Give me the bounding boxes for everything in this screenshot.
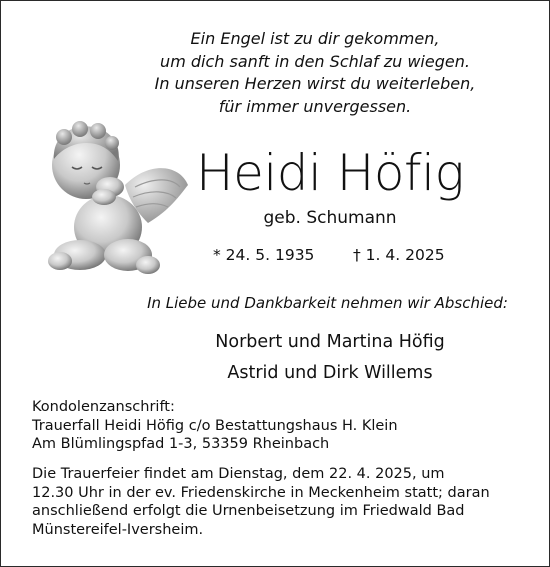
cherub-angel-icon xyxy=(30,115,190,280)
service-line: Münstereifel-Iversheim. xyxy=(32,521,204,538)
service-details xyxy=(32,465,522,539)
deceased-name: Heidi Höfig xyxy=(196,144,464,202)
poem-line: um dich sanft in den Schlaf zu wiegen. xyxy=(160,51,470,71)
mourner-name: Astrid und Dirk Willems xyxy=(227,363,433,383)
farewell-line: In Liebe und Dankbarkeit nehmen wir Abschied: xyxy=(147,294,508,312)
condolence-line: Am Blümlingspfad 1-3, 53359 Rheinbach xyxy=(32,436,330,452)
condolence-address xyxy=(32,398,522,454)
poem-line: Ein Engel ist zu dir gekommen, xyxy=(190,29,440,48)
service-line: 12.30 Uhr in der ev. Friedenskirche in Meckenheim statt; daran xyxy=(32,484,490,501)
poem-line: für immer unvergessen. xyxy=(218,96,412,116)
condolence-line: Trauerfall Heidi Höfig c/o Bestattungshaus H. Klein xyxy=(32,417,398,434)
birth-date: * 24. 5. 1935 xyxy=(213,246,315,264)
service-line: anschließend erfolgt die Urnenbeisetzung im Friedwald Bad xyxy=(32,503,465,519)
poem-line: In unseren Herzen wirst du weiterleben, xyxy=(154,74,476,93)
birth-name: geb. Schumann xyxy=(263,208,397,228)
service-line: Die Trauerfeier findet am Dienstag, dem 22. 4. 2025, um xyxy=(32,466,445,482)
mourner-name: Norbert und Martina Höfig xyxy=(215,332,445,352)
death-date: † 1. 4. 2025 xyxy=(353,246,445,264)
memorial-poem xyxy=(150,28,480,118)
condolence-heading: Kondolenzanschrift: xyxy=(32,399,175,415)
